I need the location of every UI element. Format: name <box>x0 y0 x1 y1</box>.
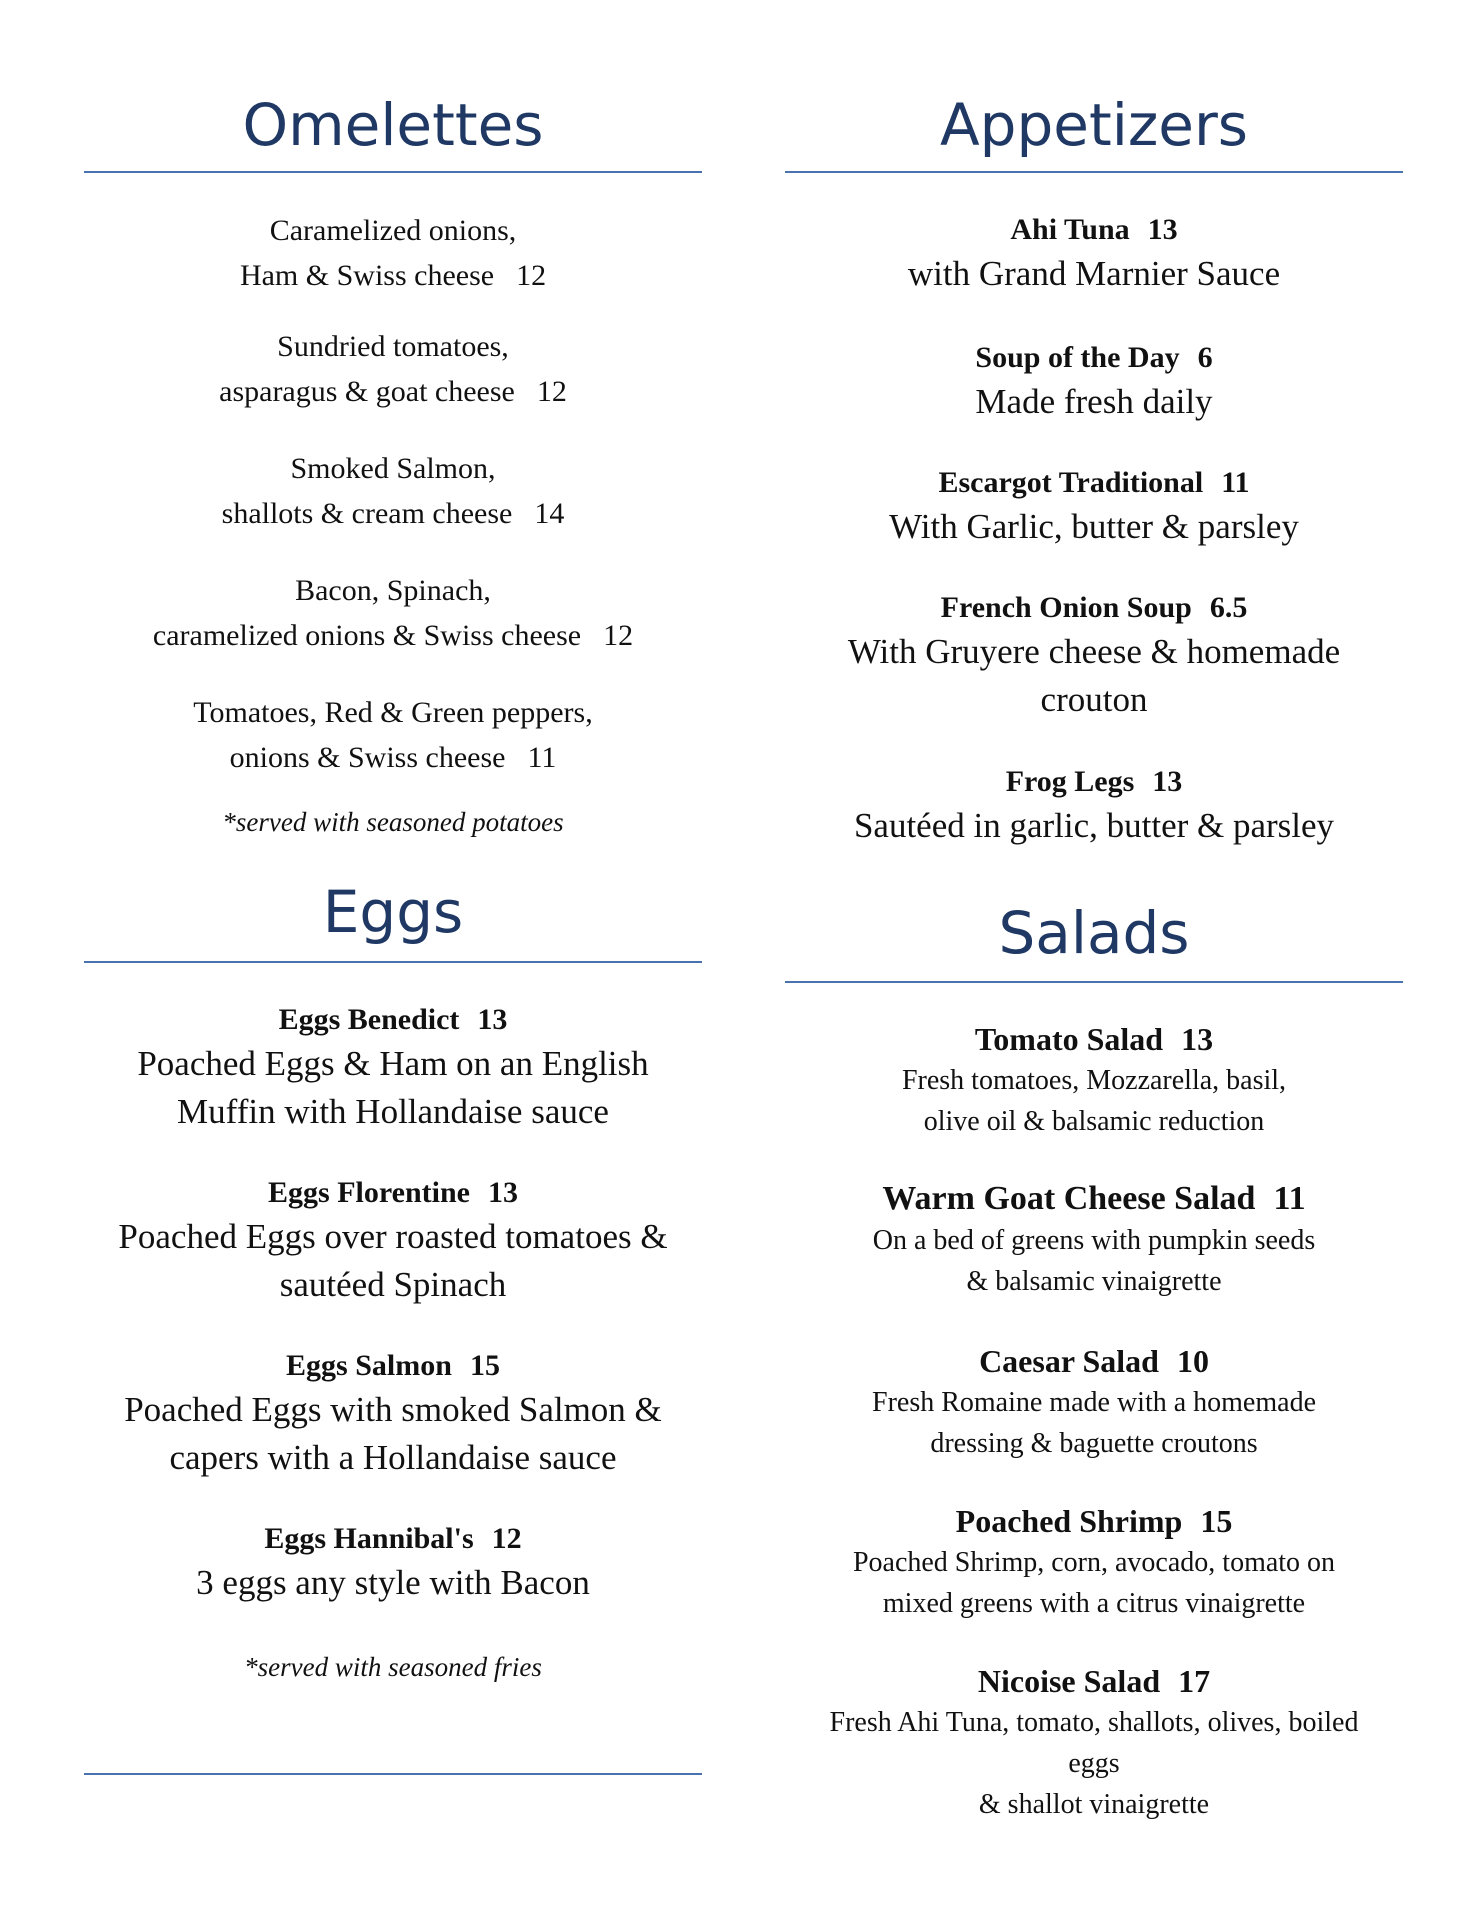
salad-item <box>785 1178 1403 1302</box>
eggs-divider <box>84 961 702 963</box>
appetizer-description: Sautéed in garlic, butter & parsley <box>853 806 1335 845</box>
appetizer-price: 11 <box>1221 466 1250 499</box>
appetizer-description: With Gruyere cheese & homemade <box>847 632 1341 671</box>
egg-description: capers with a Hollandaise sauce <box>169 1438 617 1477</box>
omelette-line1: Caramelized onions, <box>269 214 517 247</box>
omelette-price: 12 <box>516 259 547 292</box>
omelette-line2: onions & Swiss cheese <box>229 741 506 774</box>
salad-name: Nicoise Salad <box>977 1663 1161 1699</box>
appetizer-price: 6.5 <box>1209 591 1248 624</box>
eggs-bottom-divider <box>84 1773 702 1775</box>
salad-description: Fresh tomatoes, Mozzarella, basil, <box>901 1065 1287 1096</box>
egg-price: 13 <box>477 1003 508 1036</box>
egg-name: Eggs Benedict <box>278 1003 460 1036</box>
omelette-line2: shallots & cream cheese <box>221 497 513 530</box>
appetizers-heading: Appetizers <box>939 91 1249 159</box>
appetizer-name: Soup of the Day <box>975 341 1180 374</box>
omelette-item <box>84 324 702 414</box>
omelettes-note: *served with seasoned potatoes <box>222 807 564 837</box>
appetizer-item <box>785 210 1403 298</box>
egg-item <box>84 1173 702 1309</box>
salad-description: & balsamic vinaigrette <box>966 1266 1222 1297</box>
omelette-price: 11 <box>527 741 557 774</box>
salad-price: 15 <box>1200 1503 1233 1539</box>
salad-price: 17 <box>1178 1663 1211 1699</box>
egg-description: 3 eggs any style with Bacon <box>196 1563 590 1602</box>
appetizer-item <box>785 762 1403 850</box>
egg-price: 12 <box>491 1522 522 1555</box>
salad-name: Caesar Salad <box>979 1343 1159 1379</box>
omelette-item <box>84 208 702 298</box>
eggs-note: *served with seasoned fries <box>244 1652 542 1682</box>
omelette-item <box>84 446 702 536</box>
appetizer-description: With Garlic, butter & parsley <box>889 507 1299 546</box>
appetizer-price: 6 <box>1197 341 1213 374</box>
salad-description: Poached Shrimp, corn, avocado, tomato on <box>852 1547 1336 1578</box>
omelette-line1: Sundried tomatoes, <box>277 330 509 363</box>
egg-item <box>84 1519 702 1607</box>
omelette-line2: caramelized onions & Swiss cheese <box>152 619 582 652</box>
omelettes-heading: Omelettes <box>242 91 544 159</box>
appetizer-item <box>785 338 1403 426</box>
egg-name: Eggs Hannibal's <box>264 1522 474 1555</box>
egg-name: Eggs Salmon <box>286 1349 452 1382</box>
eggs-heading: Eggs <box>322 878 464 946</box>
omelette-line2: Ham & Swiss cheese <box>239 259 495 292</box>
appetizer-description: Made fresh daily <box>975 382 1213 421</box>
salad-price: 11 <box>1273 1180 1306 1217</box>
egg-price: 15 <box>469 1349 500 1382</box>
salad-name: Tomato Salad <box>974 1021 1164 1057</box>
salad-item <box>785 1500 1403 1624</box>
appetizer-name: Ahi Tuna <box>1010 213 1130 246</box>
appetizer-price: 13 <box>1147 213 1178 246</box>
egg-price: 13 <box>487 1176 518 1209</box>
appetizer-name: French Onion Soup <box>940 591 1192 624</box>
omelette-price: 12 <box>536 375 567 408</box>
salads-heading: Salads <box>998 899 1190 967</box>
omelette-item <box>84 690 702 780</box>
egg-description: Poached Eggs & Ham on an English <box>137 1044 649 1083</box>
salad-description: mixed greens with a citrus vinaigrette <box>882 1588 1306 1619</box>
omelette-price: 12 <box>603 619 634 652</box>
salad-name: Poached Shrimp <box>955 1503 1183 1539</box>
omelette-line1: Bacon, Spinach, <box>295 574 491 607</box>
egg-name: Eggs Florentine <box>268 1176 470 1209</box>
omelette-line2: asparagus & goat cheese <box>219 375 515 408</box>
omelette-line1: Tomatoes, Red & Green peppers, <box>193 696 593 729</box>
salad-description: olive oil & balsamic reduction <box>923 1106 1265 1137</box>
salad-description: eggs <box>1068 1748 1120 1779</box>
salad-item <box>785 1660 1403 1825</box>
salad-description: Fresh Ahi Tuna, tomato, shallots, olives, boiled <box>829 1707 1359 1738</box>
salad-price: 13 <box>1181 1021 1214 1057</box>
appetizer-price: 13 <box>1152 765 1183 798</box>
salad-item <box>785 1018 1403 1142</box>
omelette-price: 14 <box>534 497 565 530</box>
omelette-item <box>84 568 702 658</box>
salad-description: & shallot vinaigrette <box>978 1789 1210 1820</box>
omelette-line1: Smoked Salmon, <box>290 452 496 485</box>
salad-description: Fresh Romaine made with a homemade <box>872 1387 1316 1418</box>
appetizers-divider <box>785 171 1403 173</box>
appetizer-item <box>785 588 1403 724</box>
salad-description: On a bed of greens with pumpkin seeds <box>872 1225 1316 1256</box>
egg-description: Poached Eggs with smoked Salmon & <box>124 1390 662 1429</box>
salad-price: 10 <box>1176 1343 1209 1379</box>
salads-divider <box>785 981 1403 983</box>
omelettes-divider <box>84 171 702 173</box>
appetizer-name: Escargot Traditional <box>938 466 1204 499</box>
appetizer-item <box>785 463 1403 551</box>
salad-item <box>785 1340 1403 1464</box>
salad-name: Warm Goat Cheese Salad <box>882 1180 1256 1217</box>
egg-item <box>84 1346 702 1482</box>
egg-description: Poached Eggs over roasted tomatoes & <box>118 1217 668 1256</box>
appetizer-description: crouton <box>1040 680 1148 719</box>
salad-description: dressing & baguette croutons <box>930 1428 1258 1459</box>
egg-description: Muffin with Hollandaise sauce <box>177 1092 609 1131</box>
egg-item <box>84 1000 702 1136</box>
appetizer-description: with Grand Marnier Sauce <box>907 254 1281 293</box>
egg-description: sautéed Spinach <box>279 1265 507 1304</box>
appetizer-name: Frog Legs <box>1005 765 1135 798</box>
